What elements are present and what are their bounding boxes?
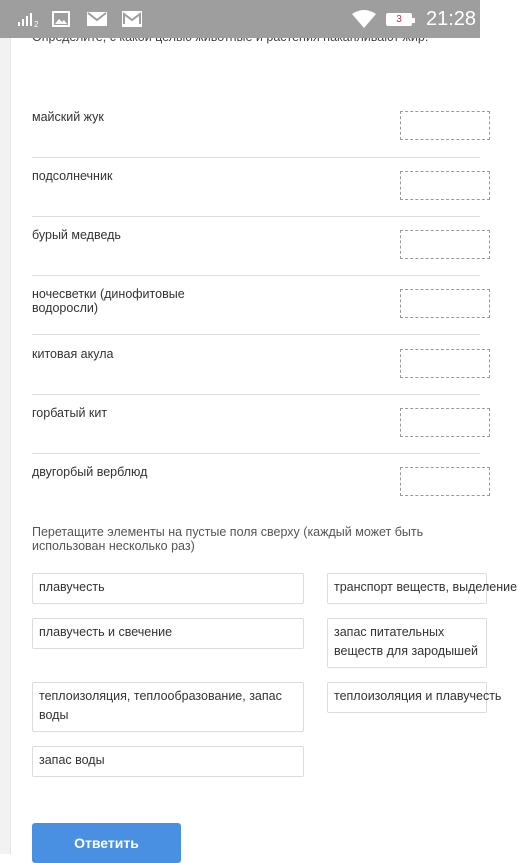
- submit-button[interactable]: Ответить: [32, 823, 181, 863]
- drop-zone[interactable]: [400, 230, 490, 259]
- drag-option[interactable]: запас воды: [32, 746, 304, 777]
- drag-option[interactable]: теплоизоляция и плавучесть: [327, 682, 487, 713]
- match-row: [32, 465, 480, 512]
- wifi-icon: [351, 0, 377, 38]
- signal-icon: [18, 0, 42, 38]
- battery-badge: 3: [396, 13, 402, 25]
- drag-option[interactable]: плавучесть: [32, 573, 304, 604]
- row-label: двугорбый верблюд: [32, 465, 148, 479]
- drag-option[interactable]: запас питательных веществ для зародышей: [327, 618, 487, 668]
- row-label: майский жук: [32, 110, 104, 124]
- svg-text:2: 2: [34, 20, 39, 29]
- drag-option[interactable]: плавучесть и свечение: [32, 618, 304, 649]
- match-row: [32, 406, 480, 454]
- drop-zone[interactable]: [400, 467, 490, 496]
- status-bar: [0, 0, 480, 38]
- row-label: подсолнечник: [32, 169, 113, 183]
- drop-zone[interactable]: [400, 408, 490, 437]
- row-label: горбатый кит: [32, 406, 108, 420]
- drag-option[interactable]: теплоизоляция, теплообразование, запас воды: [32, 682, 304, 732]
- drag-option[interactable]: транспорт веществ, выделение: [327, 573, 487, 604]
- drag-instruction: Перетащите элементы на пустые поля сверху (каждый может быть использован несколько раз): [32, 525, 424, 553]
- drop-zone[interactable]: [400, 111, 490, 140]
- match-row: [32, 287, 480, 335]
- drop-zone[interactable]: [400, 349, 490, 378]
- drop-zone[interactable]: [400, 171, 490, 200]
- battery-icon: [386, 0, 412, 38]
- mail-icon: [86, 0, 108, 38]
- row-label: бурый медведь: [32, 228, 121, 242]
- match-row: [32, 169, 480, 217]
- mail-icon: [121, 0, 143, 38]
- match-row: [32, 110, 480, 158]
- row-label: китовая акула: [32, 347, 114, 361]
- match-row: [32, 228, 480, 276]
- row-label: ночесветки (динофитовые водоросли): [32, 287, 185, 315]
- match-row: [32, 347, 480, 395]
- image-icon: [52, 0, 70, 38]
- drop-zone[interactable]: [400, 289, 490, 318]
- clock: 21:28: [426, 7, 477, 30]
- left-margin-strip: [0, 38, 11, 854]
